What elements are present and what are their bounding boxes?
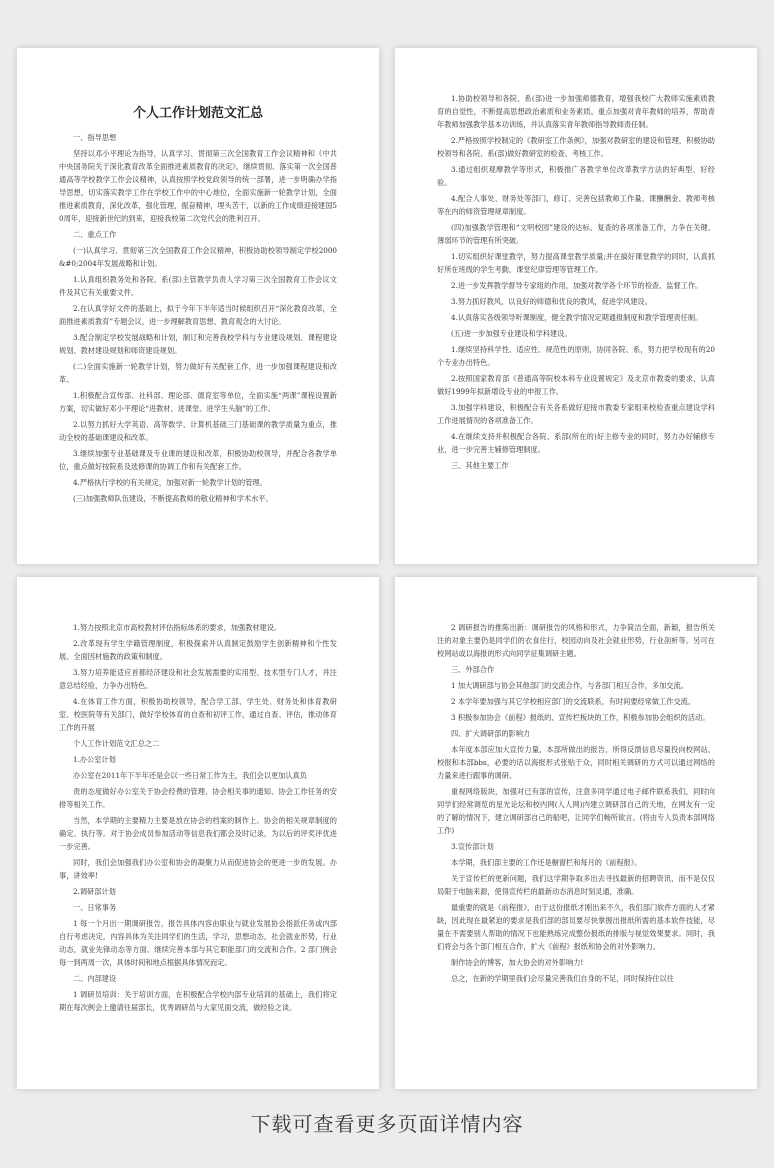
download-prompt-text: 下载可查看更多页面详情内容 <box>250 1112 524 1136</box>
document-page-1 <box>17 48 379 564</box>
paragraph: 3.加强学科建设，积极配合有关各系做好迎接市教委专家组来校检查重点建设学科工作进展情况的各项准备工作。 <box>437 403 715 425</box>
paragraph: 1.继续坚持科学性、适应性、规范性的原则，协同各院、系，努力把学校现有的20个专业办出特色。 <box>437 345 715 367</box>
paragraph: 总之，在新的学期里我们会尽量完善我们自身的不足，同时保持住以往 <box>451 974 674 983</box>
paragraph: 本学期，我们部主要的工作还是橱窗栏和每月的《前程报》。 <box>451 858 642 867</box>
paragraph: 2.以努力抓好大学英语、高等数学、计算机基础三门基础课的教学质量为重点，推动全校的基础课建设和改革。 <box>59 420 337 442</box>
paragraph: 一、指导思想 <box>73 133 117 142</box>
page-content <box>17 48 379 505</box>
paragraph: 三、其他主要工作 <box>451 461 509 470</box>
paragraph: 重视网络版块，加强对已有部的宣传，注意多同学通过电子邮件联系我们，同时向同学们经常调览的星光论坛和校内网(人人网)内建立调研部自己的天地，在网友有一定的了解的情况下，建立调研部自己的船吧，让同学们畅所欲言。(将由专人负责本部网络工作) <box>437 787 715 835</box>
paragraph: 2.调研部计划 <box>73 887 116 896</box>
paragraph: 当然，本学期的主要精力主要是放在协会的档案的制作上。协会的相关规章制度的确定、执行等。对于协会成员参加活动等信息我们都会及时记录，为以后的评奖评优进一步完善。 <box>59 816 337 851</box>
document-page-4 <box>395 577 757 1089</box>
paragraph: 2.改革现有学生学籍管理制度，积极探索并认真制定鼓励学生创新精神和个性发展、全面因材施教的政策和制度。 <box>59 639 337 661</box>
paragraph: 4.认真落实各级领导听课制度，健全教学情况定期通报制度和教学管理责任制。 <box>451 313 703 322</box>
paragraph: 2 调研报告的推陈出新：调研报告的风格和形式，力争简洁全面，新颖，报告所关注的对象主要仍是同学们的衣食住行，校园动向及社会就业形势，行业剖析等。另可在校网站或以海报的形式向同学征集调研主题。 <box>437 623 715 658</box>
paragraph: 3.努力培养能适应首都经济建设和社会发展需要的实用型、技术型专门人才，并注意总结经验，力争办出特色。 <box>59 668 337 690</box>
paragraph: 4.在体育工作方面，积极协助校领导，配合学工部、学生处、财务处和体育教研室、校医院等有关部门，做好学校体育的自查和初评工作，通过自查、评估，推动体育工作的开展 <box>59 697 337 732</box>
paragraph: 1.认真组织教务处和各院、系(部)主管教学负责人学习第三次全国教育工作会议文件及其它有关重要文件。 <box>59 275 337 297</box>
paragraph: 1 加大调研部与协会其他部门的交流合作，与各部门相互合作，多加交流。 <box>451 681 688 690</box>
paragraph: 3.配合制定学校发展战略和计划，制订和完善我校学科与专业建设规划、课程建设规划、教材建设规划和师资建设规划。 <box>59 333 337 355</box>
paragraph: 个人工作计划范文汇总之二 <box>73 739 160 748</box>
document-page-3 <box>17 577 379 1089</box>
paragraph: 4.在继续支持并积极配合各院、系部(所在的)好主修专业的同时，努力办好辅修专业，进一步完善主辅修管理制度。 <box>437 432 715 454</box>
page-content <box>17 577 379 1014</box>
paragraph: 1 调研员培训：关于培训方面，在积极配合学校内部专业培训的基础上，我们将定期在每次例会上邀请往届部长，优秀调研员与大家见面交流，做经验之谈。 <box>59 990 337 1012</box>
paragraph: 2 本学年要加强与其它学校相应部门的交流联系，有时间要经常做工作交流。 <box>451 697 696 706</box>
paragraph: 2.在认真学好文件的基础上，拟于今年下半年适当时候组织召开“深化教育改革，全面推进素质教育”专题会议，进一步理解教育思想、教育观念的大讨论。 <box>59 304 337 326</box>
paragraph: (三)加强教师队伍建设，不断提高教师的敬业精神和学术水平。 <box>73 494 273 503</box>
paragraph: 四、扩大调研部的影响力 <box>451 729 531 738</box>
paragraph: 1.积极配合宣传部、社科部、理论部、德育室等单位，全面实施“两课”课程设置新方案，切实做好邓小平理论“进教材、进课堂、进学生头脑”的工作。 <box>59 391 337 413</box>
paragraph: 坚持以邓小平理论为指导，认真学习、贯彻第三次全国教育工作会议精神和《中共中央国务院关于深化教育改革全面推进素质教育的决定》，继续贯彻、落实第一次全国普通高等学校教学工作会议精神，认真按照学校党政领导的统一部署，进一步明确办学指导思想，切实落实教学工作在学校工作中的中心地位，全面实施新一轮教学计划，全面推进素质教育，深化改革，强化管理，振奋精神，埋头苦干，以新的工作成绩迎接建国50周年，迎接新世纪的到来，迎接我校第二次党代会的胜利召开。 <box>59 149 337 223</box>
paragraph: 4.严格执行学校的有关规定，加强对新一轮教学计划的管理。 <box>73 478 267 487</box>
paragraph: 3 积极参加协会《前程》报纸的、宣传栏板块的工作，积极参加协会组织的活动。 <box>451 713 710 722</box>
paragraph: 同时，我们会加强我们办公室和协会的凝聚力从而促进协会的更进一步的发展。办事，讲效率! <box>59 858 337 880</box>
paragraph: 1.切实组织好课堂教学，努力提高课堂教学质量;并在搞好课堂教学的同时，认真抓好所在班级的学生考勤，课堂纪律管理等管理工作。 <box>437 252 715 274</box>
paragraph: 3.努力抓好教风，以良好的师德和优良的教风，促进学风建设。 <box>451 297 652 306</box>
paragraph: 责的态度做好办公室关于协会经费的管理、协会相关事的通知、协会工作任务的安排等相关工作。 <box>59 787 337 809</box>
paragraph: 关于宣传栏的更新问题，我们这学期争取多出去寻找最新的招聘资讯，而不是仅仅局限于电脑来源，使得宣传栏的最新动态消息时刻灵通，准确。 <box>437 874 715 896</box>
paragraph: 1.办公室计划 <box>73 755 116 764</box>
paragraph: 一、日常事务 <box>73 903 117 912</box>
paragraph: 2.进一步发挥教学督导专家组的作用，加强对教学各个环节的检查、监督工作。 <box>451 281 703 290</box>
paragraph: (一)认真学习、贯彻第三次全国教育工作会议精神，积极协助校领导制定学校2000&#0;2004年发展战略和计划。 <box>59 246 337 268</box>
paragraph: 本年度本部应加大宣传力量，本部所做出的报告，所得反馈信息尽量投向校网站，校报和本部bbs，必要的话以海报形式张贴于众，同时相关调研的方式可以通过网络的力量来进行跟事的调研。 <box>437 745 715 780</box>
paragraph: 办公室在2011年下半年还是会以一些日常工作为主，我们会以更加认真负 <box>73 771 307 780</box>
document-page-2 <box>395 48 757 564</box>
paragraph: 最重要的就是《前程报》，由于这份报纸才刚出来不久，我们部门软件方面的人才紧缺，因此现在最紧迫的要求是我们部的部员要尽快掌握出报纸所需的基本软件技能，尽量在不需要别人帮助的情况下也能熟练完成整份报纸的排版与视觉效果要求。同时，我们将会与各个部门相互合作，扩大《前程》报纸和协会的对外影响力。 <box>437 903 715 951</box>
paragraph: 3.继续加强专业基础课及专业课的建设和改革，积极协助校领导，并配合各教学单位，重点做好按院系及选修课的协调工作和有关配套工作。 <box>59 449 337 471</box>
paragraph: (四)加强教学管理和“文明校园”建设的达标、复查的各项准备工作，力争在关键、薄弱环节的管理有所突破。 <box>437 223 715 245</box>
paragraph: 1.协助校领导和各院、系(部)进一步加强师德教育，增强我校广大教师实施素质教育的自觉性，不断提高思想政治素质和业务素质。重点加强对青年教师的培养，帮助青年教师加强教学基本功训练，并认真落实青年教师指导教师责任制。 <box>437 94 715 129</box>
paragraph: 2.严格按照学校制定的《教研室工作条例》，加强对教研室的建设和管理，积极协助校领导和各院、系(部)做好教研室的检查、考核工作。 <box>437 136 715 158</box>
paragraph: 3.宣传部计划 <box>451 842 494 851</box>
paragraph: (五)进一步加强专业建设和学科建设。 <box>451 329 572 338</box>
paragraph: 1.努力按照北京市高校教材评估指标体系的要求，加强教材建设。 <box>73 623 282 632</box>
document-title: 个人工作计划范文汇总 <box>132 106 263 121</box>
paragraph: 4.配合人事处、财务处等部门，修订、完善包括教师工作量、课酬酬金、教师考核等在内的师资管理规章制度。 <box>437 194 715 216</box>
page-content <box>395 48 757 472</box>
page-content <box>395 577 757 985</box>
paragraph: 二、重点工作 <box>73 230 117 239</box>
paragraph: 2.按照国家教育部《普通高等院校本科专业设置规定》及北京市教委的要求，认真做好1999年拟新增设专业的申报工作。 <box>437 374 715 396</box>
paragraph: (二)全面实施新一轮教学计划，努力做好有关配套工作，进一步加强课程建设和改革。 <box>59 362 337 384</box>
paragraph: 3.通过组织观摩教学等形式，积极推广各教学单位改革教学方法的好典型、好经验。 <box>437 165 715 187</box>
paragraph: 1 每一个月出一期调研报告，报告具体内容由职业与就业发展协会指派任务或内部自行考虑决定，内容具体为关注同学们的生活，学习，思想动态，社会就业形势，行业动态，就业先锋动态等方面。继续完善本部与其它职能部门的交流和合作。2 部门例会每一到两周一次，具体时间和地点根据具体情况而定。 <box>59 919 337 967</box>
paragraph: 制作协会的博客，加大协会的对外影响力! <box>451 958 584 967</box>
paragraph: 三、外部合作 <box>451 665 495 674</box>
paragraph: 二、内部建设 <box>73 974 117 983</box>
